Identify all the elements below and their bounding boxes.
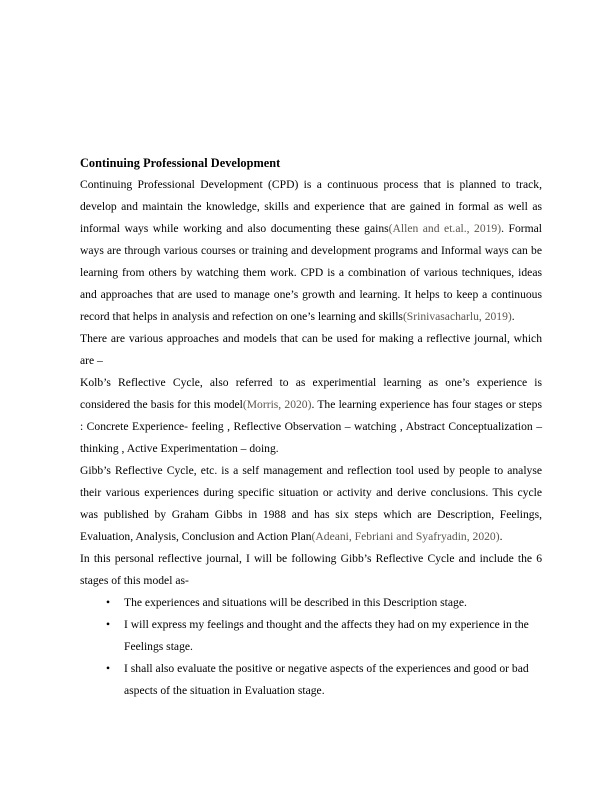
paragraph-text: In this personal reflective journal, I will be following Gibb’s Reflective Cycle and include the 6 stages of this model as-: [80, 552, 542, 587]
paragraph-text: Gibb’s Reflective Cycle, etc. is a self management and reflection tool used by people to analyse their various experiences during specific situation or activity and derive conclusions. This cycle was published by Graham Gibbs in 1988 and has six steps which are Description, Feelings, Evaluation, Analysis, Conclusion and Action Plan: [80, 464, 542, 543]
list-item: [80, 658, 542, 702]
bullet-icon: •: [106, 662, 111, 675]
stages-bullet-list: [80, 592, 542, 702]
list-item-text: The experiences and situations will be described in this Description stage.: [124, 596, 467, 609]
paragraph-text: .: [499, 530, 503, 543]
paragraph-text: Continuing Professional Development (CPD) is a continuous process that is planned to track, develop and maintain the knowledge, skills and experience that are gained in formal as well as informal ways while working and also documenting these gains: [80, 178, 542, 235]
list-item-text: I shall also evaluate the positive or negative aspects of the experiences and good or bad aspects of the situation in Evaluation stage.: [124, 662, 529, 697]
paragraph-text: . Formal ways are through various courses or training and development programs and Informal ways can be learning from others by watching them work. CPD is a combination of various techniques, ideas and approaches that are used to manage one’s growth and learning. It helps to keep a continuous record that helps in analysis and refection on one’s learning and skills: [80, 222, 542, 323]
citation-allen-2019: (Allen and et.al., 2019): [388, 222, 502, 235]
bullet-icon: •: [106, 618, 111, 631]
list-item-text: I will express my feelings and thought and the affects they had on my experience in the Feelings stage.: [124, 618, 529, 653]
paragraph-approaches-intro: [80, 328, 542, 372]
citation-adeani-2020: (Adeani, Febriani and Syafryadin, 2020): [311, 530, 500, 543]
list-item: [80, 614, 542, 658]
paragraph-cpd-definition: [80, 174, 542, 328]
paragraph-kolb-cycle: [80, 372, 542, 460]
page-title: Continuing Professional Development: [80, 156, 281, 170]
citation-srinivasacharlu-2019: (Srinivasacharlu, 2019): [402, 310, 512, 323]
citation-morris-2020: (Morris, 2020): [242, 398, 312, 411]
paragraph-text: Kolb’s Reflective Cycle, also referred to as experimential learning as one’s experience is considered the basis for this model: [80, 376, 542, 411]
list-item: [80, 592, 542, 614]
paragraph-journal-intro: [80, 548, 542, 592]
paragraph-text: .: [511, 310, 515, 323]
bullet-icon: •: [106, 596, 111, 609]
paragraph-text: . The learning experience has four stages or steps : Concrete Experience- feeling , Reflective Observation – watching , Abstract Conceptualization – thinking , Active Experimentation – doing.: [80, 398, 542, 455]
paragraph-text: There are various approaches and models that can be used for making a reflective journal, which are –: [80, 332, 542, 367]
document-body: [80, 152, 542, 702]
paragraph-gibbs-cycle: [80, 460, 542, 548]
